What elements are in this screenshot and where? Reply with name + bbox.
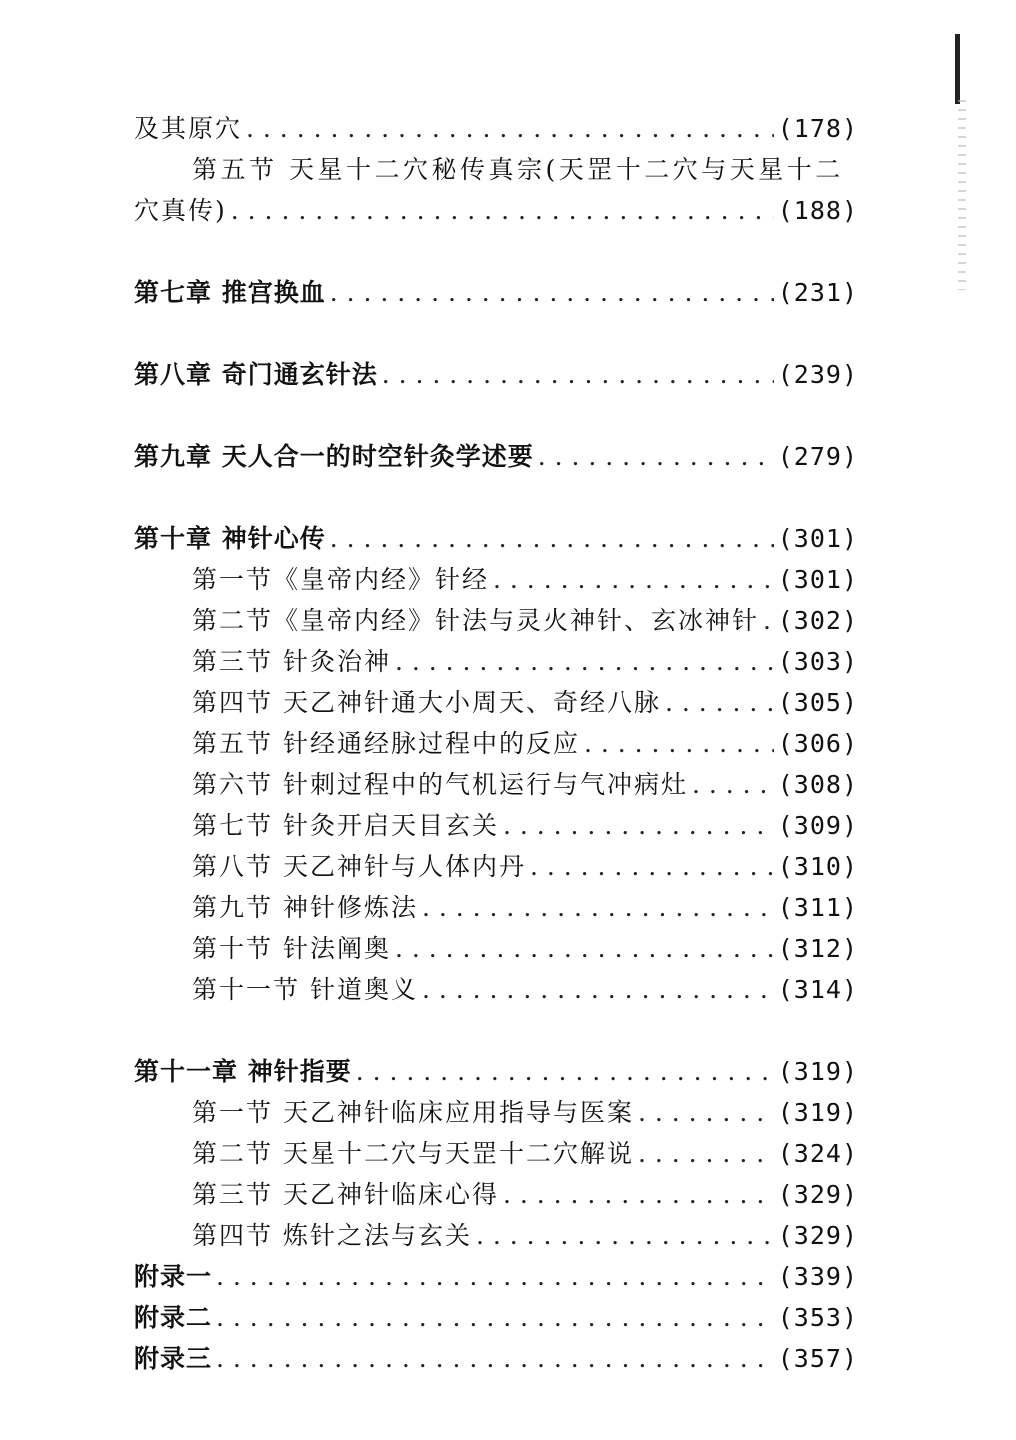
entry-title: 第十章 神针心传 <box>134 524 326 553</box>
toc-entry-section[interactable] <box>134 846 858 887</box>
toc-entry-section[interactable] <box>134 1174 858 1215</box>
dot-leader <box>638 1133 774 1174</box>
entry-title: 第三节 天乙神针临床心得 <box>192 1180 499 1209</box>
entry-page: (301) <box>777 524 858 553</box>
dot-leader <box>503 1174 774 1215</box>
toc-entry-continuation[interactable] <box>134 108 858 149</box>
entry-title: 穴真传) <box>134 196 227 225</box>
entry-title: 第五节 天星十二穴秘传真宗(天罡十二穴与天星十二 <box>192 155 844 184</box>
dot-leader <box>584 723 774 764</box>
entry-title: 第六节 针刺过程中的气机运行与气冲病灶 <box>192 770 688 799</box>
toc-entry-section[interactable] <box>134 969 858 1010</box>
dot-leader <box>382 354 774 395</box>
entry-page: (310) <box>777 852 858 881</box>
entry-page: (306) <box>777 729 858 758</box>
entry-title: 附录二 <box>134 1303 213 1332</box>
entry-page: (353) <box>777 1303 858 1332</box>
toc-entry-section[interactable] <box>134 1092 858 1133</box>
entry-page: (231) <box>777 278 858 307</box>
toc-entry-section[interactable] <box>134 641 858 682</box>
scan-edge-mark <box>955 34 960 104</box>
entry-title: 第九章 天人合一的时空针灸学述要 <box>134 442 534 471</box>
dot-leader <box>503 805 774 846</box>
dot-leader <box>330 518 774 559</box>
dot-leader <box>493 559 774 600</box>
dot-leader <box>538 436 774 477</box>
dot-leader <box>246 108 774 149</box>
dot-leader <box>763 600 774 641</box>
dot-leader <box>216 1297 774 1338</box>
dot-leader <box>231 190 774 231</box>
entry-page: (188) <box>777 196 858 225</box>
scan-edge-speckle <box>958 100 966 290</box>
toc-entry-appendix[interactable] <box>134 1338 858 1379</box>
entry-title: 第二节《皇帝内经》针法与灵火神针、玄冰神针 <box>192 606 760 635</box>
entry-page: (239) <box>777 360 858 389</box>
toc-entry-section[interactable] <box>134 682 858 723</box>
dot-leader <box>422 887 774 928</box>
entry-title: 第四节 天乙神针通大小周天、奇经八脉 <box>192 688 661 717</box>
entry-page: (312) <box>777 934 858 963</box>
toc-entry-section[interactable] <box>134 723 858 764</box>
dot-leader <box>422 969 774 1010</box>
entry-title: 第八节 天乙神针与人体内丹 <box>192 852 526 881</box>
toc-entry-section[interactable] <box>134 600 858 641</box>
entry-page: (303) <box>777 647 858 676</box>
entry-page: (308) <box>777 770 858 799</box>
toc-entry-section[interactable] <box>134 559 858 600</box>
entry-page: (178) <box>777 114 858 143</box>
toc-entry-section[interactable] <box>134 764 858 805</box>
toc-entry-chapter[interactable] <box>134 272 858 313</box>
entry-title: 第三节 针灸治神 <box>192 647 391 676</box>
entry-title: 第五节 针经通经脉过程中的反应 <box>192 729 580 758</box>
entry-title: 第七章 推宫换血 <box>134 278 326 307</box>
entry-title: 第七节 针灸开启天目玄关 <box>192 811 499 840</box>
entry-title: 第一节 天乙神针临床应用指导与医案 <box>192 1098 634 1127</box>
entry-page: (309) <box>777 811 858 840</box>
toc-entry-section[interactable] <box>134 1133 858 1174</box>
dot-leader <box>330 272 774 313</box>
entry-title: 第二节 天星十二穴与天罡十二穴解说 <box>192 1139 634 1168</box>
dot-leader <box>638 1092 774 1133</box>
toc-entry-chapter[interactable] <box>134 354 858 395</box>
toc-entry-section[interactable] <box>134 805 858 846</box>
table-of-contents <box>134 108 858 1379</box>
entry-page: (301) <box>777 565 858 594</box>
entry-title: 第四节 炼针之法与玄关 <box>192 1221 472 1250</box>
dot-leader <box>216 1338 774 1379</box>
entry-page: (314) <box>777 975 858 1004</box>
dot-leader <box>395 641 774 682</box>
entry-title: 第一节《皇帝内经》针经 <box>192 565 490 594</box>
entry-page: (319) <box>777 1098 858 1127</box>
entry-page: (324) <box>777 1139 858 1168</box>
toc-entry-section-continued[interactable] <box>134 190 858 231</box>
entry-title: 及其原穴 <box>134 114 243 143</box>
entry-title: 第九节 神针修炼法 <box>192 893 418 922</box>
entry-page: (302) <box>777 606 858 635</box>
entry-title: 附录三 <box>134 1344 213 1373</box>
dot-leader <box>216 1256 774 1297</box>
entry-page: (329) <box>777 1180 858 1209</box>
entry-page: (319) <box>777 1057 858 1086</box>
toc-entry-appendix[interactable] <box>134 1256 858 1297</box>
entry-title: 第八章 奇门通玄针法 <box>134 360 378 389</box>
dot-leader <box>356 1051 774 1092</box>
toc-entry-section[interactable] <box>134 887 858 928</box>
entry-title: 第十一节 针道奥义 <box>192 975 418 1004</box>
entry-page: (311) <box>777 893 858 922</box>
entry-title: 第十节 针法阐奥 <box>192 934 391 963</box>
toc-entry-section[interactable] <box>134 149 858 190</box>
toc-entry-section[interactable] <box>134 1215 858 1256</box>
toc-entry-section[interactable] <box>134 928 858 969</box>
entry-title: 附录一 <box>134 1262 213 1291</box>
toc-entry-appendix[interactable] <box>134 1297 858 1338</box>
entry-page: (279) <box>777 442 858 471</box>
entry-title: 第十一章 神针指要 <box>134 1057 352 1086</box>
dot-leader <box>665 682 774 723</box>
dot-leader <box>692 764 774 805</box>
dot-leader <box>530 846 774 887</box>
toc-entry-chapter[interactable] <box>134 1051 858 1092</box>
entry-page: (305) <box>777 688 858 717</box>
dot-leader <box>395 928 774 969</box>
entry-page: (329) <box>777 1221 858 1250</box>
dot-leader <box>476 1215 774 1256</box>
entry-page: (339) <box>777 1262 858 1291</box>
toc-entry-chapter[interactable] <box>134 436 858 477</box>
toc-entry-chapter[interactable] <box>134 518 858 559</box>
entry-page: (357) <box>777 1344 858 1373</box>
